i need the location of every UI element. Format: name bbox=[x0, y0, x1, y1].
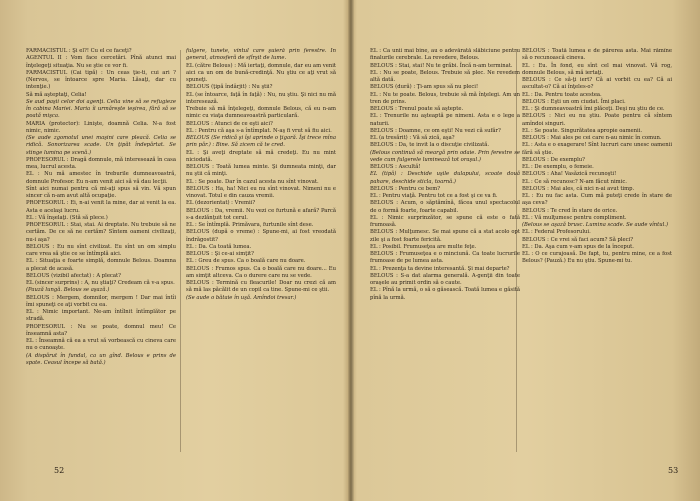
paragraph: Se aud paşii celor doi agenţi. Celia vine să se refugieze în cabina Mariei. Maria îi urmăreşte ieşirea, fără să se poată mişca. bbox=[26, 98, 176, 120]
paragraph: BELOUS : Toată lumea e de părerea asta. Mai rămîne să o recunoască cineva. bbox=[522, 48, 672, 62]
paragraph: EL : Nimic important. Ne-am întîlnit întîmplător pe stradă. bbox=[26, 309, 176, 323]
paragraph: EL : Nu mă amestec în treburile dumneavoastră, domnule Profesor. Eu n-am venit aici să vă dau lecţii. bbox=[26, 171, 176, 185]
paragraph: PROFESORUL : Nu se poate, domnul meu! Ce înseamnă asta? bbox=[26, 323, 176, 337]
paragraph: EL : Pentru viaţă. Pentru tot ce a fost şi ce va fi. bbox=[370, 193, 498, 199]
paragraph: BELOUS : Frumos spus. Ca o boală care nu doare... Eu am simţit altceva. Ca o durere care nu se vede. bbox=[186, 265, 336, 279]
paragraph: BELOUS : Atunci de ce eşti aici? bbox=[186, 120, 273, 127]
paragraph: EL : Pentru că aşa s-a întîmplat. N-aş fi vrut să fiu aici. bbox=[186, 127, 332, 134]
paragraph: BELOUS (după o vreme) : Spune-mi, ai fost vreodată îndrăgostit? bbox=[186, 229, 336, 243]
paragraph: BELOUS : Eşti un om ciudat. Îmi placi. bbox=[522, 98, 626, 105]
right-page-column-2 bbox=[522, 48, 672, 458]
page-number-right: 53 bbox=[668, 466, 679, 475]
paragraph: fulgere, tunete, vîntul care şuieră prin ferestre. În general, atmosferă de sfîrşit de lume. bbox=[186, 48, 336, 62]
paragraph: BELOUS : Stai, stai! Nu te grăbi. Încă n-am terminat. bbox=[370, 62, 513, 69]
paragraph: PROFESORUL : Dragă domnule, mă interesează în casa mea, lucrul acesta. bbox=[26, 156, 176, 170]
paragraph: EL : Trenurile nu aşteaptă pe nimeni. Asta e o lege a naturii. bbox=[370, 113, 520, 127]
paragraph: BELOUS : Aha! Vasăzică recunoşti! bbox=[522, 171, 617, 178]
paragraph: EL : Greu de spus. Ca o boală care nu doare. bbox=[186, 258, 306, 265]
paragraph: EL : Ce să recunosc? N-am făcut nimic. bbox=[522, 178, 627, 185]
paragraph: BELOUS : Termină cu fleacurile! Doar nu crezi că am să mă las păcălit de un copil ca tine. Spune-mi ce ştii. bbox=[186, 280, 336, 294]
paragraph: EL : Se poate. Singurătatea apropie oamenii. bbox=[522, 127, 643, 134]
column-divider bbox=[516, 50, 517, 452]
left-page bbox=[8, 10, 346, 490]
paragraph: BELOUS : Acum, o săptămînă, făcea unul spectacolul de o formă foarte, foarte capabil. bbox=[370, 200, 520, 214]
paragraph: EL : Pînă la urmă, o să o găsească. Toată lumea e găsită pînă la urmă. bbox=[370, 287, 520, 301]
paragraph: BELOUS (vizibil afectat) : A plecat? bbox=[26, 272, 121, 279]
column-divider bbox=[180, 50, 181, 452]
paragraph: EL (dezorientat) : Vremii? bbox=[186, 200, 256, 207]
paragraph: AGENTUL II : Vom face cercetări. Pînă atunci mai înţelegeţi situaţia. Nu se ştie ce vor fi. bbox=[26, 55, 176, 69]
paragraph: BELOUS : Nici eu nu ştiu. Poate pentru că sîntem amîndoi singuri. bbox=[522, 113, 672, 127]
paragraph: EL : Situaţia e foarte simplă, domnule Belous. Doamna a plecat de acasă. bbox=[26, 258, 176, 272]
paragraph: BELOUS (ţipă îndârjit) : Nu ştii? bbox=[186, 84, 273, 91]
paragraph: EL : Se întîmplă. Primăvara, furtunile sînt dese. bbox=[186, 222, 314, 228]
paragraph: BELOUS : Te cred în stare de orice. bbox=[522, 207, 618, 214]
paragraph: BELOUS : Da, vremii. Nu vezi ce furtună e afară? Parcă s-a dezlănţuit tot cerul. bbox=[186, 207, 336, 221]
paragraph: BELOUS : Şi ce-ai simţit? bbox=[186, 251, 254, 257]
paragraph: EL : Şi dumneavoastră îmi plăceţi. Deşi nu ştiu de ce. bbox=[522, 106, 665, 112]
paragraph: EL : Da. Pentru toate acestea. bbox=[522, 91, 602, 98]
paragraph: EL : Vă înşelaţi. (Stă să plece.) bbox=[26, 214, 108, 221]
paragraph: EL : Eu nu fac asta. Cum mă puteţi crede în stare de aşa ceva? bbox=[522, 193, 672, 207]
paragraph: EL (a tresărit) : Vă să zică, aşa? bbox=[370, 135, 455, 141]
paragraph: (Se aude o bătaie în uşă. Amîndoi tresar.) bbox=[186, 294, 297, 301]
paragraph: MARIA (protector): Linişte, doamnă Celia. N-a fost nimic, nimic. bbox=[26, 120, 176, 134]
page-number-left: 52 bbox=[54, 466, 65, 475]
paragraph: EL : Nimic surprinzător, se spune că este o fată frumoasă. bbox=[370, 214, 520, 228]
paragraph: (Se aude zgomotul unei maşini care pleacă. Celia se ridică. Sonorizarea scade. Un ţipăt îndepărtat. Se stinge lumina pe scenă.) bbox=[26, 135, 176, 156]
paragraph: (A dispărut în fundal, ca un gînd. Belous e prins de spate. Ceasul începe să bată.) bbox=[26, 352, 176, 366]
paragraph: EL : Prezenţa ta devine interesantă. Şi mai departe? bbox=[370, 265, 510, 272]
paragraph: EL : Eu. În fond, eu sînt cel mai vinovat. Vă rog, domnule Belous, să mă iertaţi. bbox=[522, 62, 672, 76]
paragraph: BELOUS : Trenul poate să aştepte. bbox=[370, 106, 464, 112]
paragraph: BELOUS : Da, te invit la o discuţie civilizată. bbox=[370, 142, 490, 149]
paragraph: BELOUS (Se ridică şi îşi aprinde o ţigară. Îşi trece mîna prin păr.) : Bine. Să zicem că te cred. bbox=[186, 135, 336, 149]
paragraph: BELOUS : Mai ales pe cei care n-au nimic în comun. bbox=[522, 135, 662, 141]
paragraph: EL (tipă) : Deschide uşile dulapului, scoate două pahare, deschide sticla, toarnă.) bbox=[370, 171, 520, 185]
paragraph: BELOUS : Ce vrei să faci acum? Să pleci? bbox=[522, 236, 634, 243]
paragraph: BELOUS : Toată lumea minte. Şi dumneata minţi, dar nu ştii că minţi. bbox=[186, 164, 336, 178]
paragraph: BELOUS : Frumuseţea e o minciună. Ca toate lucrurile frumoase de pe lumea asta. bbox=[370, 251, 520, 265]
paragraph: BELOUS : Doamne, ce om eşti! Nu vezi că sufăr? bbox=[370, 127, 501, 134]
paragraph: FARMACISTUL (Cai tipă) : Un ceas ţie-ti, cui ari ? (Nervos, se întoarce spre Maria. Lăsaţi, dar cu intenţie.) bbox=[26, 69, 176, 91]
paragraph: EL (sincer surprins) : A, nu ştiaţi? Credeam că v-a spus. bbox=[26, 280, 175, 286]
paragraph: BELOUS : Ascultă! bbox=[370, 164, 421, 170]
right-page bbox=[356, 10, 694, 490]
paragraph: EL (către Belous) : Mă iertaţi, domnule, dar eu am venit aici ca un om de bună-credinţă. Nu ştiu ce aţi vrut să spuneţi. bbox=[186, 62, 336, 83]
paragraph: (Pauză lungă. Belous se aşază.) bbox=[26, 287, 110, 294]
left-page-column-2 bbox=[186, 48, 336, 458]
paragraph: Să mă aşteptaţi, Celia! bbox=[26, 91, 87, 98]
paragraph: Trebuie să mă înţelegeţi, domnule Belous, că eu n-am nimic cu viaţa dumneavoastră particulară. bbox=[186, 106, 336, 120]
paragraph: PROFESORUL : Stai, stai. Ai dreptate. Nu trebuie să ne certăm. De ce să ne certăm? Sîntem oameni civilizaţi, nu-i aşa? bbox=[26, 222, 176, 243]
right-page-column-1 bbox=[370, 48, 520, 458]
paragraph: EL : Da. Aşa cum v-am spus de la început. bbox=[522, 243, 634, 250]
paragraph: BELOUS : Pentru ce bem? bbox=[370, 185, 441, 192]
paragraph: EL : Şi aveţi dreptate să mă credeţi. Eu nu mint niciodată. bbox=[186, 149, 336, 163]
paragraph: BELOUS : Eu nu sînt civilizat. Eu sînt un om simplu care vrea să ştie ce se întîmplă aici. bbox=[26, 243, 176, 257]
paragraph: BELOUS : S-a dat alarma generală. A-genţii din toate oraşele au primit ordin să o caute. bbox=[370, 272, 520, 286]
paragraph: FARMACISTUL : Şi el?! Cu el ce faceţi? bbox=[26, 48, 132, 54]
paragraph: EL : Federal Profesorului. bbox=[522, 229, 591, 236]
paragraph: BELOUS : Ce să-ţi iert? Că ai vorbit cu ea? Că ai ascultat-o? Că ai înţeles-o? bbox=[522, 77, 672, 91]
paragraph: BELOUS : De exemplu? bbox=[522, 156, 585, 163]
paragraph: EL : Vă mulţumesc pentru compliment. bbox=[522, 214, 627, 221]
paragraph: EL : De exemplu, o femeie. bbox=[522, 164, 594, 170]
paragraph: EL : Posibil. Frumuseţea are multe feţe. bbox=[370, 243, 477, 250]
paragraph: BELOUS : Mai ales, că nici n-ai avut timp. bbox=[522, 185, 635, 192]
paragraph: BELOUS (dură) : Ţi-am spus să nu pleci! bbox=[370, 84, 479, 91]
paragraph: EL : Se poate. Dar în cazul acesta nu sînt vinovat. bbox=[186, 178, 319, 185]
paragraph: EL (se întoarce, faţă în faţă) : Nu, nu ştiu. Şi nici nu mă interesează. bbox=[186, 91, 336, 105]
paragraph: BELOUS : Mergem, domnilor, mergem ! Dar mai întîi îmi spuneţi ce aţi vorbit cu ea. bbox=[26, 294, 176, 308]
paragraph: Sînt aici numai pentru că mi-aţi spus să vin. Vă spun sincer că n-am avut altă ocupaţie. bbox=[26, 185, 176, 199]
paragraph: EL : Nu se poate, Belous. Trebuie să plec. Ne revedem altă dată. bbox=[370, 69, 520, 83]
paragraph: (Belous se aşază brusc. Lumina scade. Se aude vîntul.) bbox=[522, 222, 669, 228]
paragraph: BELOUS : Ha, ha! Nici eu nu sînt vinovat. Nimeni nu e vinovat. Totul e din cauza vremii. bbox=[186, 185, 336, 199]
paragraph: PROFESORUL : Ei, n-ai venit la mine, dar ai venit la ea. Asta e acelaşi lucru. bbox=[26, 200, 176, 214]
paragraph: BELOUS : Mulţumesc. Se mai spune că a stat acolo opt zile şi a fost foarte fericită. bbox=[370, 229, 520, 243]
book-gutter bbox=[348, 0, 354, 501]
paragraph: EL : Ca unii mai bine, au o adevărată slăbiciune pentru finalurile cerebrale. La revedere, Belous. bbox=[370, 48, 520, 62]
paragraph: (Belous continuă să meargă prin odaie. Prin ferestre se vede cum fulgerele luminează tot oraşul.) bbox=[370, 149, 520, 163]
paragraph: EL : O ce curajoasă. De fapt, tu, pentru mine, ce a fost Belous? (Pauză.) Eu nu ştiu. Spune-mi tu. bbox=[522, 251, 672, 265]
left-page-column-1 bbox=[26, 48, 176, 458]
paragraph: EL : Nu te poate. Belous, trebuie să mă înţelegi. Am un tren de prins. bbox=[370, 91, 520, 105]
paragraph: EL : Da. Ca toată lumea. bbox=[186, 243, 252, 250]
paragraph: EL : Asta e o exagerare! Sînt lucruri care unesc oamenii fără să ştie. bbox=[522, 142, 672, 156]
paragraph: EL : Înseamnă că ea a vrut să vorbească cu cineva care nu o cunoaşte. bbox=[26, 338, 176, 352]
